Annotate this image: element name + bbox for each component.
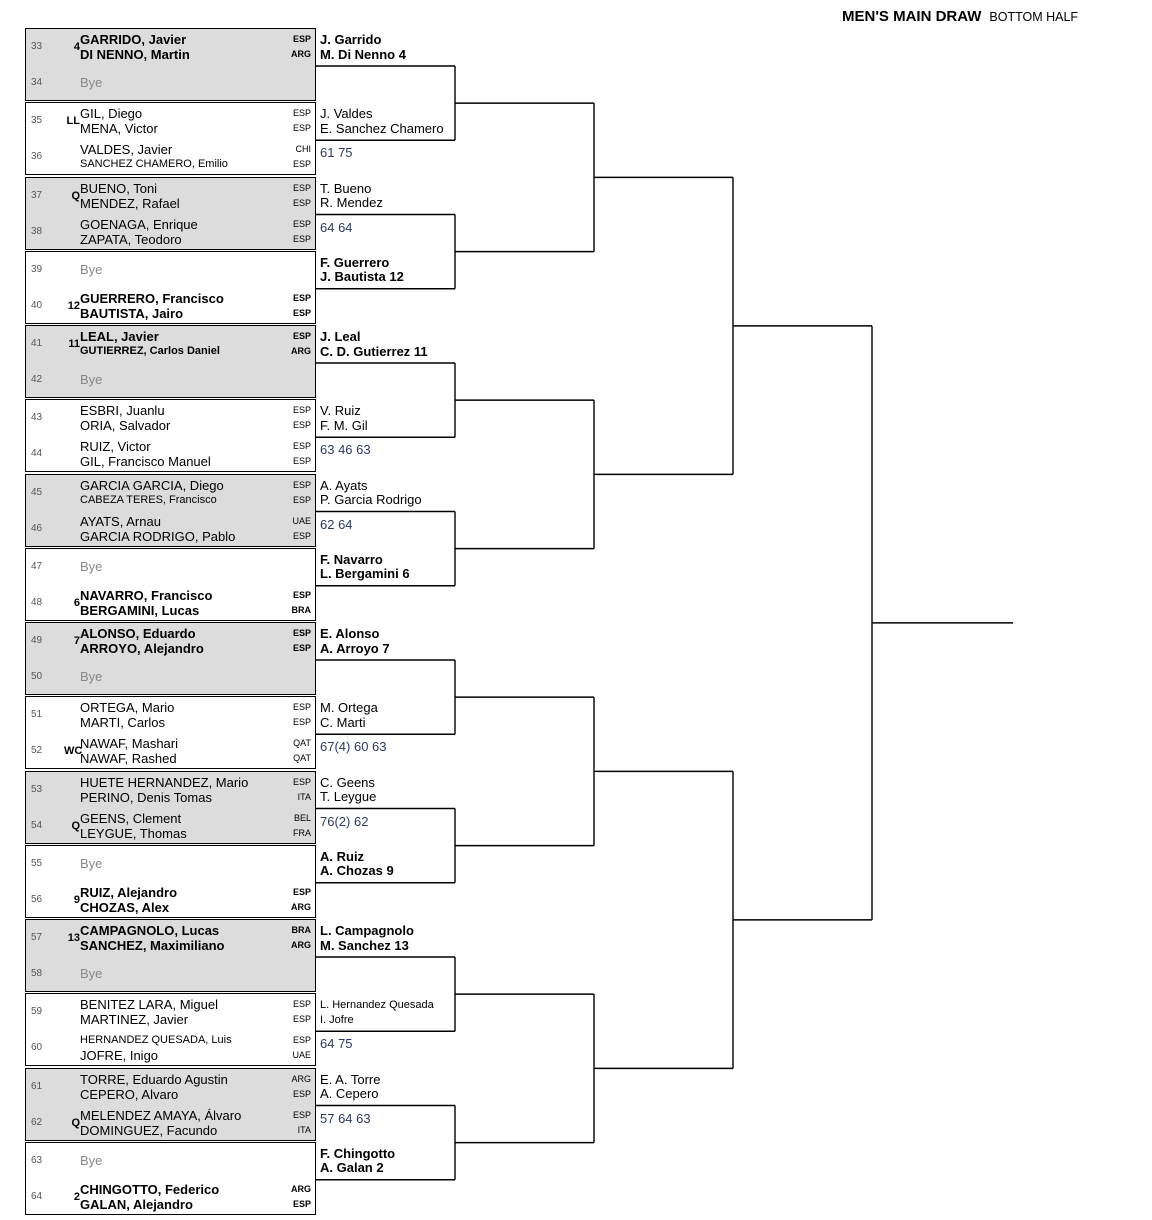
player-name: LEYGUE, Thomas [80, 825, 187, 841]
second-round-entry [320, 479, 422, 508]
country-code: ESP [292, 233, 311, 244]
seed-label [64, 139, 80, 175]
team-player-name: E. Alonso [320, 626, 380, 641]
seed-label [64, 436, 80, 472]
player-name: ARROYO, Alejandro [80, 641, 204, 656]
draw-position-number: 44 [31, 448, 43, 460]
team-player-name: F. Guerrero [320, 254, 390, 270]
draw-position-number: 37 [31, 189, 43, 201]
draw-slot [26, 1030, 315, 1066]
seed-label: 2 [73, 1190, 80, 1203]
draw-position-number: 50 [31, 671, 43, 682]
country-code: ESP [292, 123, 311, 134]
second-round-entry [320, 107, 444, 136]
player-name: SANCHEZ CHAMERO, Emilio [80, 158, 228, 171]
second-round-entry [320, 1073, 380, 1102]
player-name: MARTINEZ, Javier [80, 1012, 189, 1028]
draw-position-number: 56 [31, 893, 43, 905]
country-code: ITA [297, 1124, 311, 1135]
second-round-entry [320, 182, 383, 211]
team-player-name: J. Valdes [320, 106, 373, 122]
draw-position-number: 46 [31, 522, 43, 534]
draw-slot [26, 659, 315, 695]
draw-slot [26, 65, 315, 101]
player-name: NAWAF, Mashari [80, 736, 178, 752]
seed-label [64, 511, 80, 547]
draw-slot [26, 1179, 315, 1215]
draw-slot [26, 1069, 315, 1105]
bye-label: Bye [80, 261, 103, 277]
country-code: BRA [291, 925, 311, 935]
country-code: ESP [292, 34, 311, 44]
seed-label: Q [71, 189, 80, 202]
team-player-name: J. Leal [320, 329, 361, 344]
team-player-name: L. Hernandez Quesada [320, 999, 434, 1012]
draw-slot [26, 697, 315, 733]
match-score: 57 64 63 [320, 1110, 371, 1126]
seed-label: LL [66, 115, 80, 128]
team-player-name: C. D. Gutierrez 11 [320, 343, 428, 359]
player-name: NAVARRO, Francisco [80, 587, 213, 603]
draw-position-number: 52 [31, 745, 43, 757]
draw-slot [26, 549, 315, 585]
draw-position-number: 59 [31, 1006, 43, 1018]
seed-label: 6 [73, 596, 80, 609]
player-name: GIL, Diego [80, 106, 143, 122]
bye-label: Bye [80, 855, 103, 871]
draw-block [25, 1142, 316, 1215]
player-name: HUETE HERNANDEZ, Mario [80, 774, 249, 790]
bye-label: Bye [80, 966, 103, 981]
team-player-name: A. Galan 2 [320, 1160, 384, 1176]
draw-position-number: 45 [31, 486, 43, 498]
team-player-name: T. Bueno [320, 180, 372, 196]
draw-position-number: 38 [31, 225, 43, 237]
second-round-entry [320, 553, 410, 582]
team-player-name: F. M. Gil [320, 417, 368, 433]
country-code: ESP [292, 479, 311, 490]
country-code: ESP [292, 886, 311, 897]
draw-block [25, 399, 316, 472]
player-name: TORRE, Eduardo Agustin [80, 1071, 228, 1087]
country-code: ARG [291, 940, 311, 950]
draw-slot [26, 585, 315, 621]
country-code: BRA [291, 604, 311, 615]
player-name: CHINGOTTO, Federico [80, 1181, 220, 1197]
country-code: ESP [292, 530, 311, 541]
country-code: ESP [292, 999, 311, 1010]
team-player-name: E. Sanchez Chamero [320, 120, 444, 136]
player-name: CABEZA TERES, Francisco [80, 493, 217, 506]
draw-block [25, 622, 316, 695]
match-score: 63 46 63 [320, 442, 371, 458]
draw-block [25, 325, 316, 398]
seed-label [64, 1069, 80, 1105]
country-code: ESP [292, 292, 311, 303]
player-name: BAUTISTA, Jairo [80, 305, 184, 321]
draw-slot [26, 214, 315, 250]
second-round-entry [320, 701, 378, 730]
team-player-name: P. Garcia Rodrigo [320, 492, 422, 507]
player-name: GARRIDO, Javier [80, 32, 187, 47]
draw-slot [26, 511, 315, 547]
draw-position-number: 36 [31, 151, 43, 163]
draw-position-number: 63 [31, 1154, 43, 1166]
player-name: DOMINGUEZ, Facundo [80, 1122, 218, 1138]
draw-block [25, 696, 316, 769]
country-code: ESP [292, 197, 311, 208]
draw-slot [26, 956, 315, 992]
country-code: ESP [292, 441, 311, 452]
draw-slot [26, 882, 315, 918]
draw-slot [26, 994, 315, 1030]
player-name: MARTI, Carlos [80, 715, 165, 731]
player-name: GEENS, Clement [80, 810, 182, 826]
draw-subtitle: BOTTOM HALF [989, 10, 1079, 24]
seed-label [64, 697, 80, 733]
player-name: CAMPAGNOLO, Lucas [80, 923, 220, 938]
country-code: ESP [292, 494, 311, 505]
country-code: ESP [292, 776, 311, 787]
draw-slot [26, 475, 315, 511]
country-code: ESP [292, 331, 311, 341]
second-round-entry [320, 1147, 395, 1176]
team-player-name: L. Bergamini 6 [320, 566, 410, 582]
draw-slot [26, 400, 315, 436]
draw-block [25, 28, 316, 101]
player-name: ESBRI, Juanlu [80, 403, 165, 419]
player-name: ALONSO, Eduardo [80, 626, 196, 641]
draw-block [25, 474, 316, 547]
player-name: GALAN, Alejandro [80, 1196, 193, 1212]
country-code: ESP [292, 628, 311, 638]
country-code: ESP [292, 420, 311, 431]
team-player-name: V. Ruiz [320, 403, 361, 419]
player-name: PERINO, Denis Tomas [80, 789, 212, 805]
bye-label: Bye [80, 1152, 103, 1168]
player-name: JOFRE, Inigo [80, 1048, 159, 1064]
player-name: HERNANDEZ QUESADA, Luis [80, 1034, 232, 1047]
draw-position-number: 55 [31, 857, 43, 869]
team-player-name: M. Ortega [320, 700, 378, 716]
player-name: VALDES, Javier [80, 142, 173, 158]
team-player-name: J. Garrido [320, 32, 382, 47]
team-player-name: A. Cepero [320, 1086, 379, 1101]
draw-slot [26, 1105, 315, 1141]
draw-position-number: 60 [31, 1042, 43, 1054]
country-code: ESP [292, 108, 311, 119]
country-code: ARG [291, 901, 311, 912]
draw-slot [26, 772, 315, 808]
draw-position-number: 43 [31, 412, 43, 424]
draw-slot [26, 29, 315, 65]
draw-slot [26, 733, 315, 769]
draw-title: MEN'S MAIN DRAW [842, 8, 982, 25]
draw-position-number: 40 [31, 299, 43, 311]
country-code: ESP [292, 643, 311, 653]
draw-slot [26, 178, 315, 214]
draw-block [25, 771, 316, 844]
country-code: UAE [292, 515, 311, 526]
country-code: ESP [292, 1088, 311, 1099]
team-player-name: C. Geens [320, 774, 375, 790]
second-round-entry [320, 776, 376, 805]
country-code: ESP [292, 1198, 311, 1209]
draw-slot [26, 103, 315, 139]
seed-label [64, 214, 80, 250]
bye-label: Bye [80, 372, 103, 387]
country-code: BEL [293, 812, 311, 823]
seed-label [64, 994, 80, 1030]
match-score: 76(2) 62 [320, 813, 369, 829]
team-player-name: A. Chozas 9 [320, 863, 394, 879]
country-code: ESP [292, 1014, 311, 1025]
player-name: NAWAF, Rashed [80, 751, 177, 767]
bye-label: Bye [80, 669, 103, 684]
draw-slot [26, 326, 315, 362]
country-code: ARG [291, 346, 311, 356]
seed-label: 12 [67, 299, 80, 312]
second-round-entry [320, 404, 368, 433]
draw-position-number: 47 [31, 560, 43, 572]
team-player-name: L. Campagnolo [320, 923, 414, 938]
country-code: ESP [292, 1109, 311, 1120]
team-player-name: I. Jofre [320, 1013, 354, 1026]
player-name: LEAL, Javier [80, 329, 159, 344]
seed-label [64, 772, 80, 808]
team-player-name: M. Di Nenno 4 [320, 46, 406, 62]
player-name: GIL, Francisco Manuel [80, 454, 211, 470]
country-code: ESP [292, 589, 311, 600]
second-round-entry [320, 256, 404, 285]
country-code: ESP [292, 159, 311, 170]
country-code: ESP [292, 405, 311, 416]
draw-position-number: 42 [31, 374, 43, 385]
country-code: FRA [293, 827, 311, 838]
player-name: GARCIA GARCIA, Diego [80, 477, 224, 493]
country-code: UAE [292, 1050, 311, 1061]
draw-block [25, 845, 316, 918]
country-code: QAT [293, 753, 311, 764]
draw-position-number: 34 [31, 77, 43, 88]
player-name: CHOZAS, Alex [80, 899, 170, 915]
player-name: ORTEGA, Mario [80, 700, 175, 716]
player-name: MENA, Victor [80, 121, 158, 137]
draw-position-number: 62 [31, 1116, 43, 1128]
seed-label [64, 400, 80, 436]
player-name: RUIZ, Alejandro [80, 884, 178, 900]
player-name: GUTIERREZ, Carlos Daniel [80, 345, 220, 357]
player-name: BERGAMINI, Lucas [80, 602, 200, 618]
seed-label: 13 [67, 932, 80, 944]
bye-label: Bye [80, 558, 103, 574]
seed-label: 4 [73, 41, 80, 53]
country-code: ARG [291, 1073, 311, 1084]
draw-block [25, 102, 316, 175]
draw-block [25, 548, 316, 621]
player-name: CEPERO, Alvaro [80, 1086, 179, 1102]
first-round-draw [25, 28, 316, 1216]
draw-position-number: 51 [31, 709, 43, 721]
team-player-name: A. Ruiz [320, 848, 365, 864]
country-code: ESP [292, 456, 311, 467]
team-player-name: C. Marti [320, 714, 366, 730]
seed-label: Q [71, 1116, 80, 1129]
draw-slot [26, 252, 315, 288]
draw-slot [26, 139, 315, 175]
draw-block [25, 993, 316, 1066]
draw-position-number: 57 [31, 932, 43, 943]
player-name: ZAPATA, Teodoro [80, 231, 182, 247]
draw-position-number: 41 [31, 338, 43, 349]
draw-block [25, 919, 316, 992]
match-score: 67(4) 60 63 [320, 739, 387, 755]
draw-position-number: 33 [31, 41, 43, 52]
player-name: BUENO, Toni [80, 180, 158, 196]
country-code: ESP [292, 218, 311, 229]
country-code: ARG [291, 1183, 311, 1194]
draw-slot [26, 920, 315, 956]
bye-label: Bye [80, 75, 103, 90]
second-round-entry [320, 924, 414, 953]
team-player-name: F. Chingotto [320, 1145, 396, 1161]
seed-label: 11 [68, 338, 80, 350]
match-score: 64 64 [320, 219, 353, 235]
draw-slot [26, 846, 315, 882]
country-code: ITA [297, 791, 311, 802]
draw-position-number: 35 [31, 115, 43, 127]
draw-slot [26, 362, 315, 398]
draw-position-number: 54 [31, 819, 43, 831]
country-code: ESP [292, 702, 311, 713]
player-name: DI NENNO, Martin [80, 47, 190, 62]
draw-block [25, 1068, 316, 1141]
country-code: QAT [293, 738, 311, 749]
player-name: BENITEZ LARA, Miguel [80, 997, 218, 1013]
country-code: ESP [292, 1035, 311, 1046]
match-score: 62 64 [320, 516, 353, 532]
player-name: SANCHEZ, Maximiliano [80, 938, 225, 953]
seed-label: 7 [73, 635, 80, 647]
draw-slot [26, 1143, 315, 1179]
draw-position-number: 49 [31, 635, 43, 646]
draw-position-number: 39 [31, 263, 43, 275]
second-round-entry [320, 850, 394, 879]
draw-slot [26, 436, 315, 472]
seed-label: Q [71, 819, 80, 832]
player-name: GARCIA RODRIGO, Pablo [80, 528, 236, 544]
country-code: ARG [291, 49, 311, 59]
player-name: RUIZ, Victor [80, 439, 151, 455]
second-round-entry [320, 627, 390, 656]
draw-position-number: 58 [31, 968, 43, 979]
draw-slot [26, 288, 315, 324]
team-player-name: E. A. Torre [320, 1071, 381, 1087]
draw-slot [26, 623, 315, 659]
team-player-name: M. Sanchez 13 [320, 937, 409, 953]
player-name: AYATS, Arnau [80, 513, 161, 529]
draw-position-number: 48 [31, 596, 43, 608]
country-code: ESP [292, 717, 311, 728]
match-score: 61 75 [320, 145, 353, 161]
player-name: GOENAGA, Enrique [80, 216, 198, 232]
player-name: GUERRERO, Francisco [80, 290, 224, 306]
team-player-name: A. Arroyo 7 [320, 640, 390, 656]
draw-block [25, 177, 316, 250]
country-code: ESP [292, 307, 311, 318]
draw-block [25, 251, 316, 324]
second-round-entry [320, 330, 428, 359]
seed-label [64, 475, 80, 511]
player-name: MELENDEZ AMAYA, Álvaro [80, 1107, 242, 1123]
player-name: ORIA, Salvador [80, 418, 171, 434]
seed-label: 9 [73, 893, 80, 906]
match-score: 64 75 [320, 1036, 353, 1052]
country-code: ESP [292, 182, 311, 193]
draw-slot [26, 808, 315, 844]
team-player-name: J. Bautista 12 [320, 269, 404, 285]
second-round-entry [320, 998, 434, 1027]
draw-position-number: 53 [31, 783, 43, 795]
country-code: CHI [295, 144, 311, 155]
team-player-name: R. Mendez [320, 195, 383, 210]
draw-position-number: 61 [31, 1080, 43, 1092]
team-player-name: A. Ayats [320, 477, 368, 493]
team-player-name: T. Leygue [320, 789, 377, 804]
seed-label: WC [64, 745, 83, 758]
seed-label [64, 1030, 80, 1066]
player-name: MENDEZ, Rafael [80, 195, 180, 211]
team-player-name: F. Navarro [320, 551, 383, 567]
draw-position-number: 64 [31, 1190, 43, 1202]
second-round-entry [320, 33, 406, 62]
